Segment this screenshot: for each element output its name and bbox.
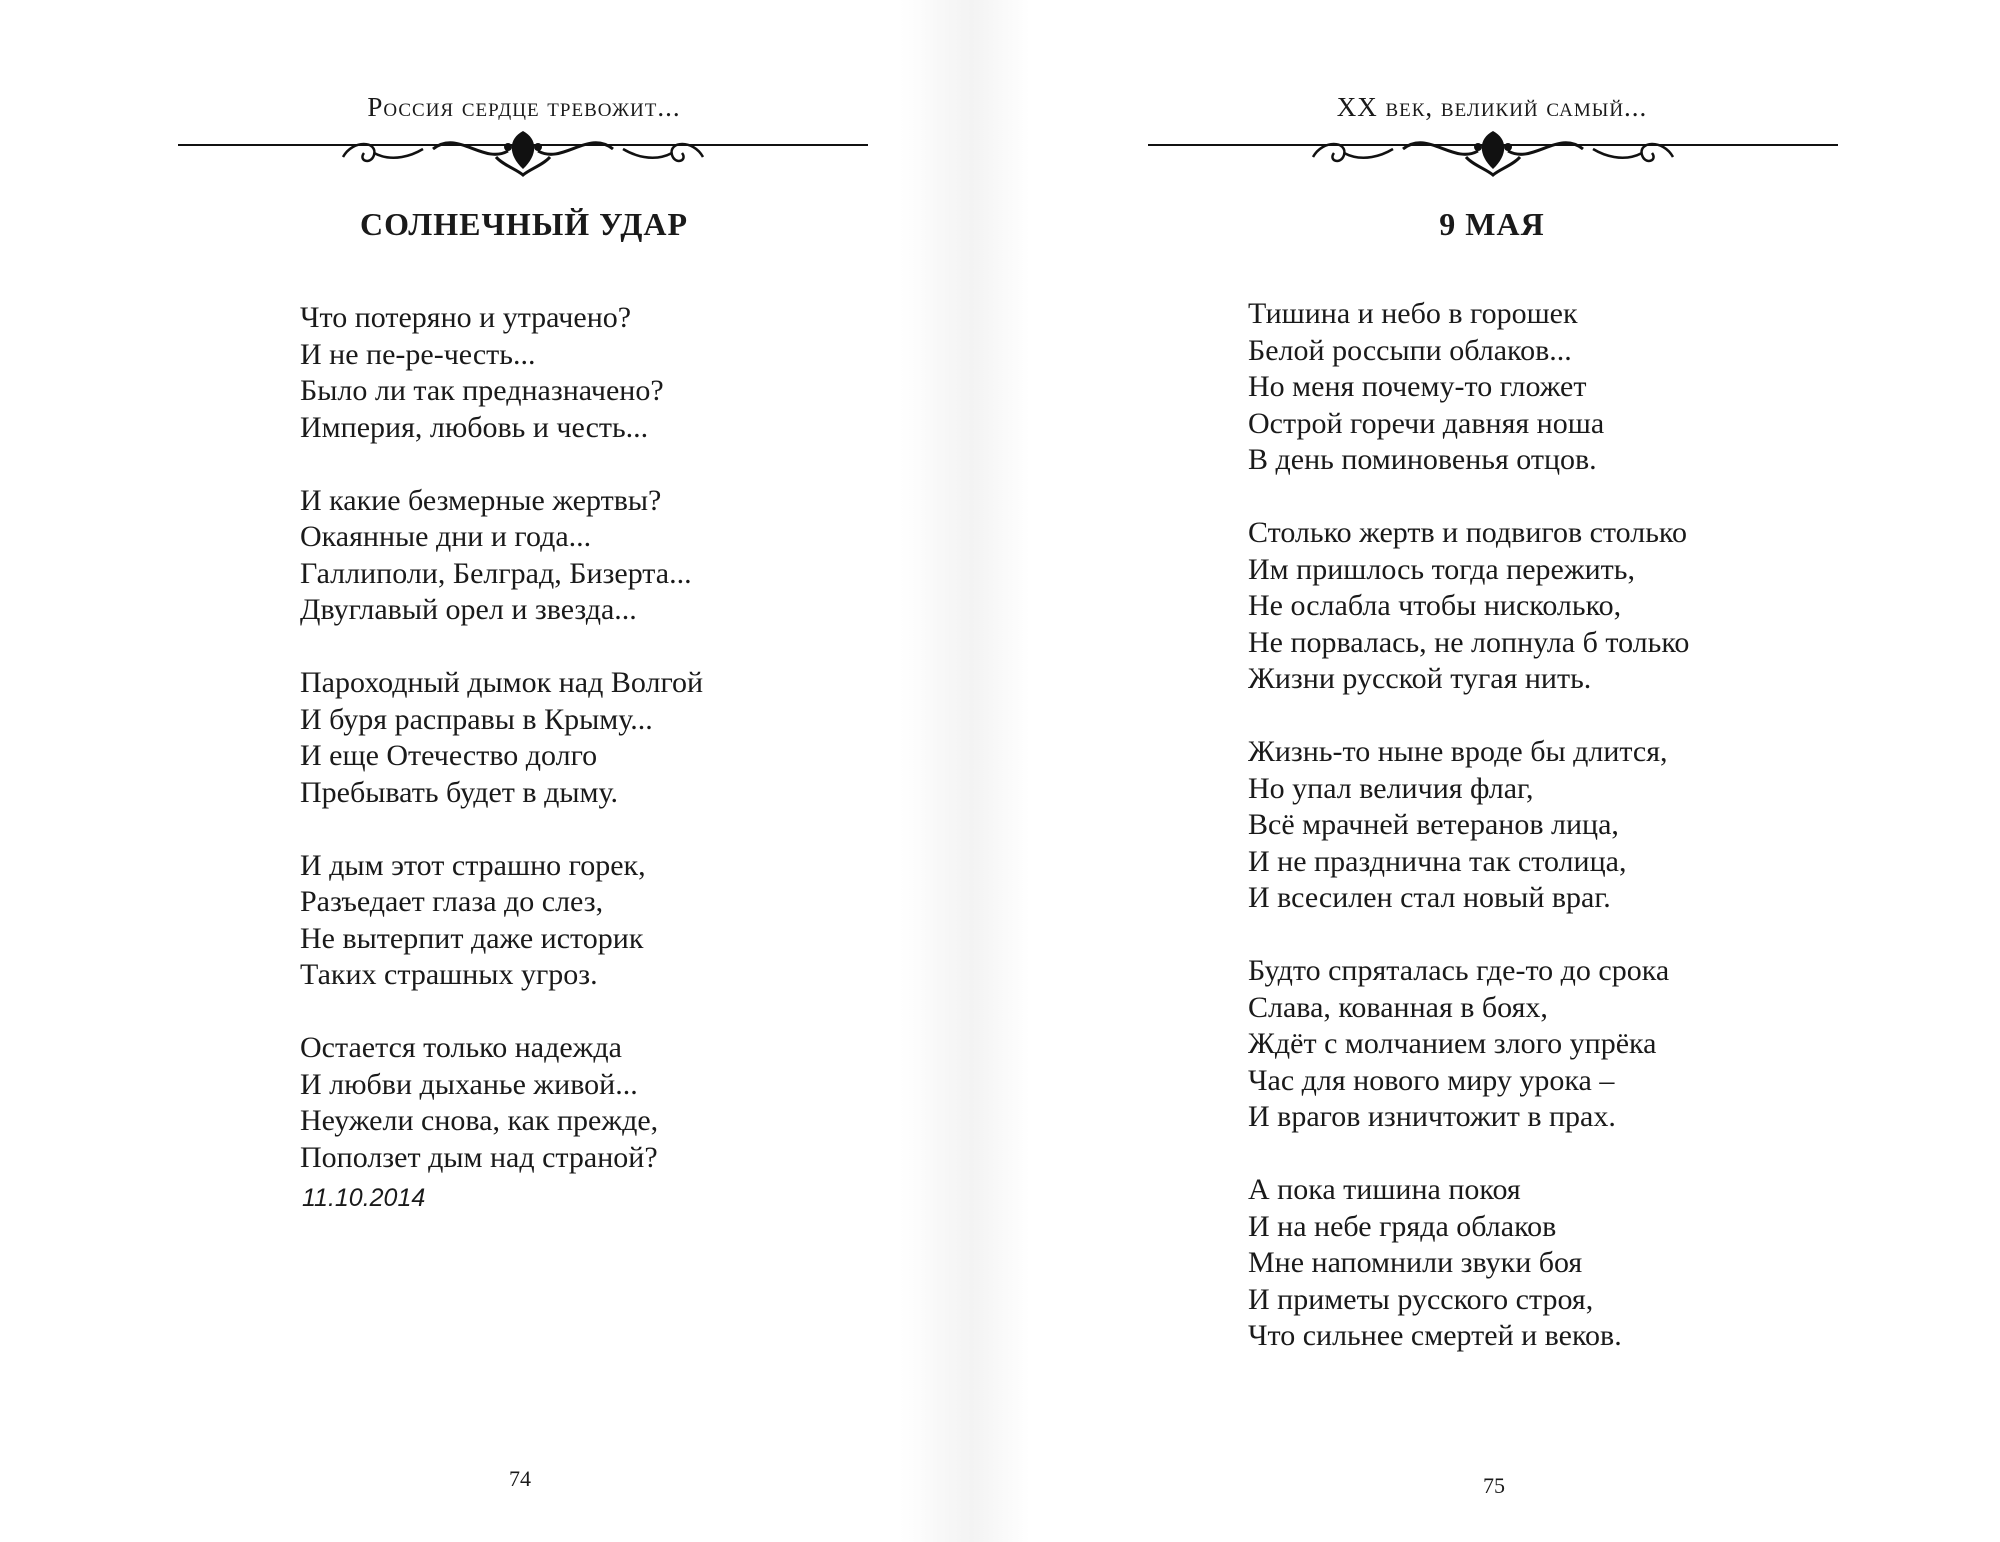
verse-line: Окаянные дни и года... [300, 520, 592, 553]
verse-line: Но упал величия флаг, [1248, 771, 1534, 805]
page-number: 75 [1483, 1473, 1505, 1498]
verse-line: Всё мрачней ветеранов лица, [1248, 808, 1619, 841]
verse-line: И врагов изничтожит в прах. [1248, 1100, 1616, 1133]
verse-line: Пребывать будет в дыму. [300, 775, 618, 809]
verse-line: А пока тишина покоя [1248, 1173, 1521, 1206]
verse-line: Острой горечи давняя ноша [1248, 406, 1605, 440]
running-head: XX век, великий самый... [1336, 92, 1648, 122]
page-number: 74 [509, 1466, 531, 1491]
poem-body [1248, 296, 1689, 1355]
stanza [1248, 953, 1689, 1136]
verse-line: И еще Отечество долго [300, 739, 598, 772]
verse-line: Неужели снова, как прежде, [300, 1104, 659, 1137]
stanza [300, 1030, 703, 1176]
stanza [1248, 515, 1689, 698]
poem-date: 11.10.2014 [302, 1184, 426, 1212]
verse-line: Столько жертв и подвигов столько [1248, 516, 1687, 549]
stanza [1248, 296, 1689, 479]
verse-line: Не вытерпит даже историк [300, 921, 644, 955]
verse-line: Будто спряталась где-то до срока [1248, 954, 1670, 987]
verse-line: Жизни русской тугая нить. [1248, 662, 1592, 695]
stanza [300, 483, 703, 629]
verse-line: Ждёт с молчанием злого упрёка [1248, 1027, 1657, 1060]
ornament-divider [1148, 125, 1838, 181]
verse-line: Остается только надежда [300, 1031, 622, 1064]
verse-line: В день поминовенья отцов. [1248, 443, 1597, 476]
verse-line: Тишина и небо в горошек [1248, 297, 1578, 330]
verse-line: Слава, кованная в боях, [1248, 990, 1548, 1024]
verse-line: И не празднична так столица, [1248, 844, 1627, 878]
stanza [1248, 734, 1689, 917]
verse-line: Галлиполи, Белград, Бизерта... [300, 556, 692, 590]
verse-line: Было ли так предназначено? [300, 374, 664, 407]
verse-line: И буря расправы в Крыму... [300, 702, 653, 736]
verse-line: Час для нового миру урока – [1248, 1063, 1615, 1097]
verse-line: Им пришлось тогда пережить, [1248, 552, 1635, 586]
verse-line: Белой россыпи облаков... [1248, 333, 1572, 367]
verse-line: Мне напомнили звуки боя [1248, 1246, 1583, 1279]
stanza [300, 848, 703, 994]
verse-line: И на небе гряда облаков [1248, 1209, 1557, 1243]
verse-line: Что сильнее смертей и веков. [1248, 1319, 1622, 1352]
ornament-divider [178, 125, 868, 181]
stanza [1248, 1172, 1689, 1355]
running-head: Россия сердце тревожит... [367, 92, 681, 122]
verse-line: Что потеряно и утрачено? [300, 301, 632, 334]
verse-line: И любви дыханье живой... [300, 1067, 638, 1101]
right-page [1030, 0, 2000, 1542]
poem-title: 9 МАЯ [1439, 206, 1545, 242]
poem-body [300, 300, 703, 1176]
stanza [300, 300, 703, 446]
verse-line: Таких страшных угроз. [300, 958, 598, 991]
verse-line: Жизнь-то ныне вроде бы длится, [1248, 735, 1668, 768]
stanza [300, 665, 703, 811]
verse-line: И всесилен стал новый враг. [1248, 881, 1611, 914]
left-page [0, 0, 900, 1542]
verse-line: Но меня почему-то гложет [1248, 370, 1587, 403]
verse-line: И приметы русского строя, [1248, 1282, 1594, 1316]
verse-line: И какие безмерные жертвы? [300, 483, 662, 517]
verse-line: Поползет дым над страной? [300, 1140, 658, 1174]
verse-line: Империя, любовь и честь... [300, 410, 649, 444]
verse-line: И дым этот страшно горек, [300, 848, 646, 882]
book-gutter [900, 0, 1030, 1542]
verse-line: Разъедает глаза до слез, [300, 885, 604, 918]
poem-title: СОЛНЕЧНЫЙ УДАР [359, 206, 689, 242]
verse-line: Не порвалась, не лопнула б только [1248, 625, 1690, 659]
verse-line: Пароходный дымок над Волгой [300, 666, 704, 699]
verse-line: И не пе-ре-честь... [300, 337, 536, 371]
verse-line: Двуглавый орел и звезда... [300, 593, 637, 626]
verse-line: Не ослабла чтобы нисколько, [1248, 589, 1622, 622]
